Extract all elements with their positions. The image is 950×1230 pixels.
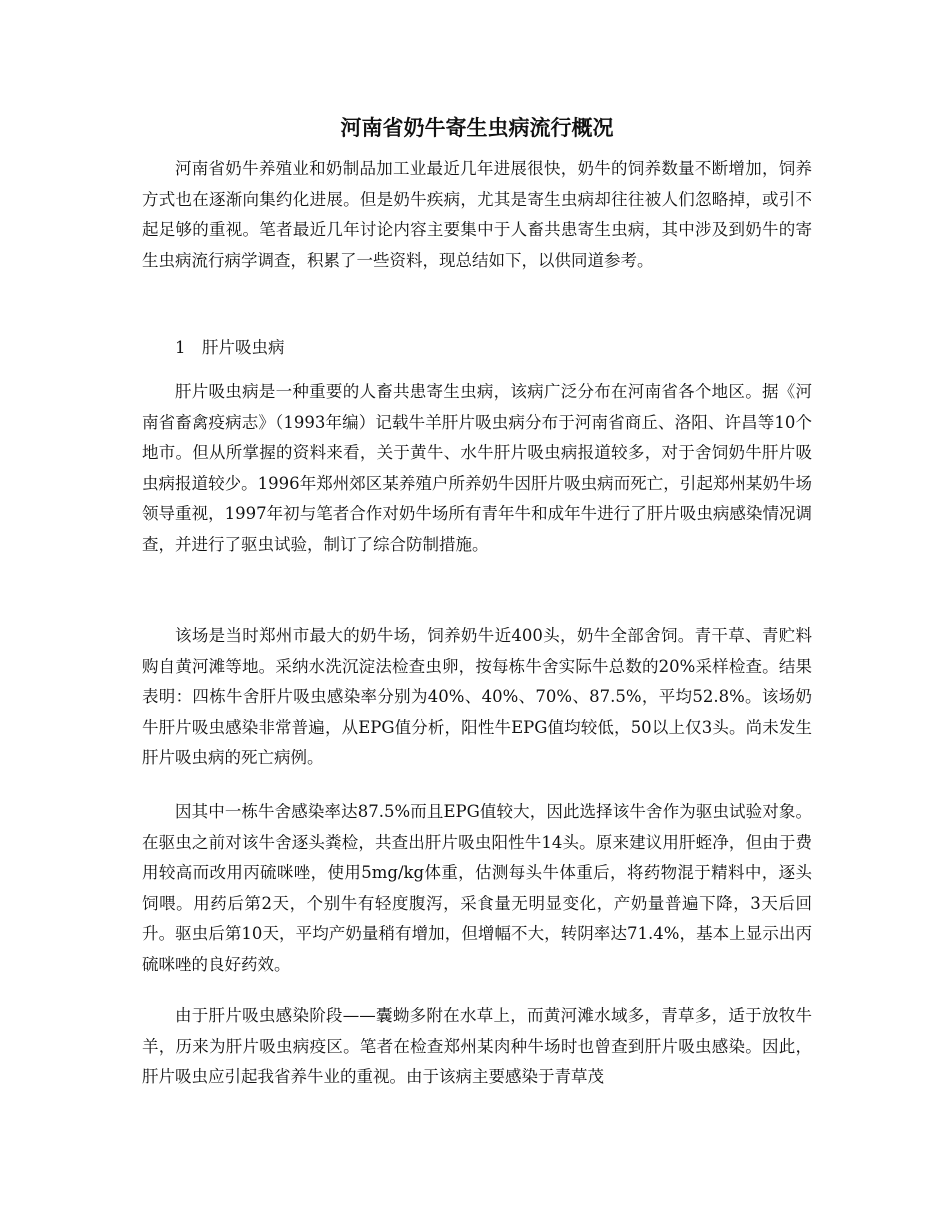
paragraph-farm-survey: 该场是当时郑州市最大的奶牛场，饲养奶牛近400头，奶牛全部舍饲。青干草、青贮料购自黄河滩等地。采纳水洗沉淀法检查虫卵，按每栋牛舍实际牛总数的20%采样检查。结果表明：四栋牛舍肝片吸虫感染率分别为40%、40%、70%、87.5%，平均52.8%。该场奶牛肝片吸虫感染非常普遍，从EPG值分析，阳性牛EPG值均较低，50以上仅3头。尚未发生肝片吸虫病的死亡病例。 xyxy=(142,626,812,767)
paragraph-deworming-trial: 因其中一栋牛舍感染率达87.5%而且EPG值较大，因此选择该牛舍作为驱虫试验对象。在驱虫之前对该牛舍逐头粪检，共查出肝片吸虫阳性牛14头。原来建议用肝蛭净，但由于费用较高而改用丙硫咪唑，使用5mg/kg体重，估测每头牛体重后，将药物混于精料中，逐头饲喂。用药后第2天，个别牛有轻度腹泻，采食量无明显变化，产奶量普遍下降，3天后回升。驱虫后第10天，平均产奶量稍有增加，但增幅不大，转阴率达71.4%，基本上显示出丙硫咪唑的良好药效。 xyxy=(142,802,812,974)
paragraph-epidemiology: 由于肝片吸虫感染阶段——囊蚴多附在水草上，而黄河滩水域多，青草多，适于放牧牛羊，历来为肝片吸虫病疫区。笔者在检查郑州某肉种牛场时也曾查到肝片吸虫感染。因此，肝片吸虫应引起我省养牛业的重视。由于该病主要感染于青草茂 xyxy=(142,1006,812,1086)
section-heading: 1 肝片吸虫病 xyxy=(175,338,285,357)
document-title: 河南省奶牛寄生虫病流行概况 xyxy=(340,116,614,140)
paragraph-liver-fluke-overview: 肝片吸虫病是一种重要的人畜共患寄生虫病，该病广泛分布在河南省各个地区。据《河南省畜禽疫病志》（1993年编）记载牛羊肝片吸虫病分布于河南省商丘、洛阳、许昌等10个地市。但从所掌握的资料来看，关于黄牛、水牛肝片吸虫病报道较多，对于舍饲奶牛肝片吸虫病报道较少。1996年郑州郊区某养殖户所养奶牛因肝片吸虫病而死亡，引起郑州某奶牛场领导重视，1997年初与笔者合作对奶牛场所有青年牛和成年牛进行了肝片吸虫病感染情况调查，并进行了驱虫试验，制订了综合防制措施。 xyxy=(142,382,812,554)
paragraph-intro: 河南省奶牛养殖业和奶制品加工业最近几年进展很快，奶牛的饲养数量不断增加，饲养方式也在逐渐向集约化进展。但是奶牛疾病，尤其是寄生虫病却往往被人们忽略掉，或引不起足够的重视。笔者最近几年讨论内容主要集中于人畜共患寄生虫病，其中涉及到奶牛的寄生虫病流行病学调查，积累了一些资料，现总结如下，以供同道参考。 xyxy=(142,159,812,270)
